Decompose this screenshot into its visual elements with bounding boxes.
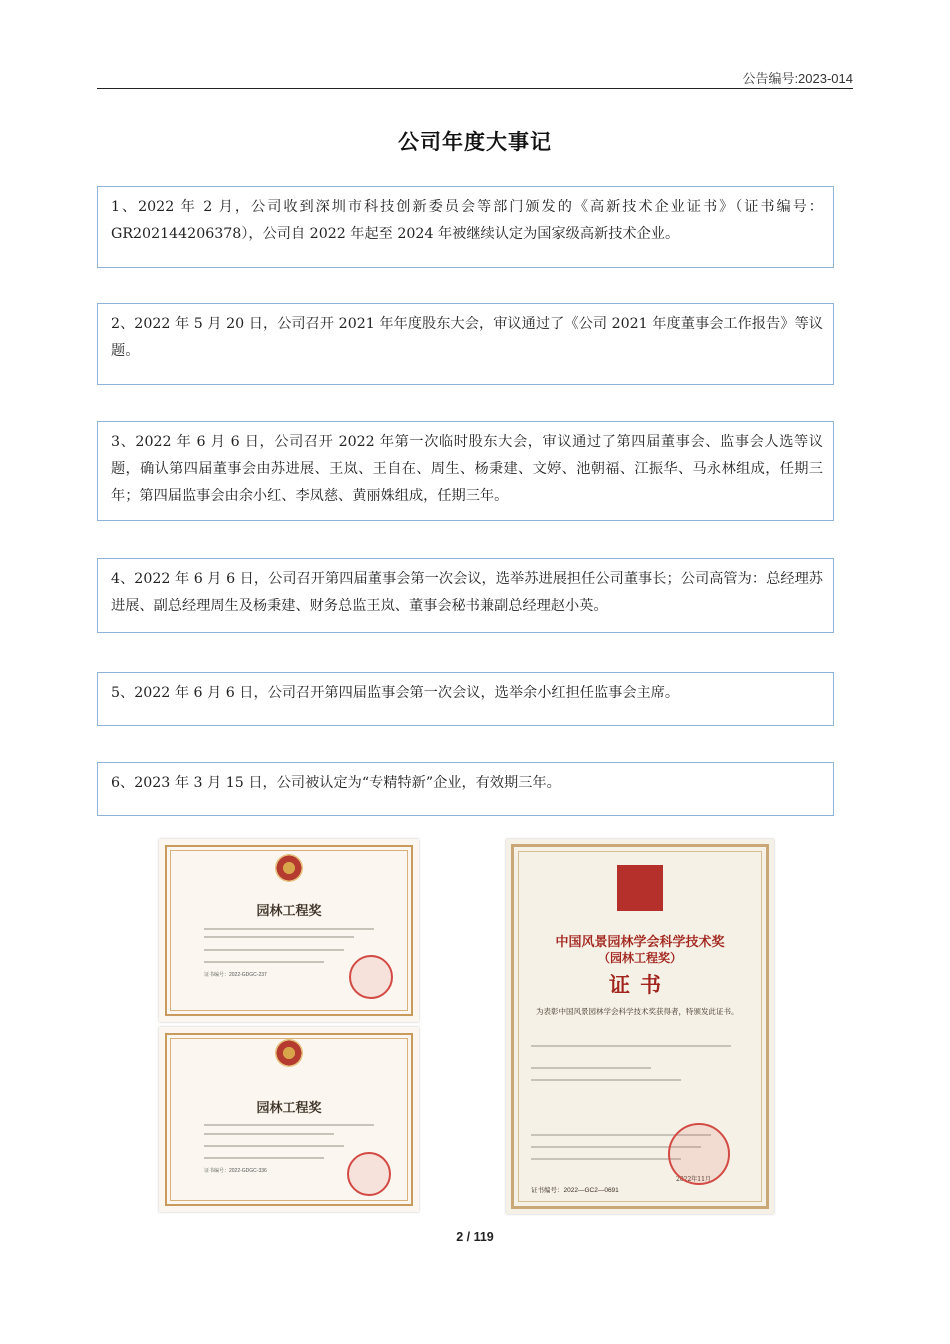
certificate-subheading: （园林工程奖） <box>597 951 682 965</box>
certificate-text-line <box>531 1079 681 1081</box>
event-box-4 <box>97 558 834 633</box>
certificate-image-left-bottom <box>159 1027 419 1212</box>
society-logo-icon <box>617 865 663 911</box>
event-box-3 <box>97 421 834 521</box>
certificate-statement: 为表彰中国风景园林学会科学技术奖获得者，特颁发此证书。 <box>536 1007 739 1016</box>
certificate-heading: 中国风景园林学会科学技术奖 <box>555 935 725 950</box>
certificate-title: 园林工程奖 <box>256 904 322 919</box>
page-number: 2 / 119 <box>456 1230 494 1244</box>
event-box-2 <box>97 303 834 385</box>
event-text: 3、2022 年 6 月 6 日，公司召开 2022 年第一次临时股东大会，审议通过了第四届董事会、监事会人选等议题，确认第四届董事会由苏进展、王岚、王自在、周生、杨秉建、文婷、池朝福、江振华、马永林组成，任期三年；第四届监事会由余小红、李凤慈、黄丽姝组成，任期三年。 <box>111 434 823 504</box>
event-box-1 <box>97 186 834 268</box>
event-text: 6、2023 年 3 月 15 日，公司被认定为“专精特新”企业，有效期三年。 <box>111 775 561 791</box>
certificate-number: 证书编号：2022—GC2—0691 <box>531 1187 619 1194</box>
certificate-text-line <box>204 1124 374 1126</box>
emblem-icon <box>275 854 303 882</box>
event-text: 5、2022 年 6 月 6 日，公司召开第四届监事会第一次会议，选举余小红担任监事会主席。 <box>111 685 680 701</box>
certificate-number: 证书编号：2022-GDGC-237 <box>204 972 267 978</box>
emblem-icon <box>275 1039 303 1067</box>
red-seal-icon <box>668 1123 730 1185</box>
certificate-text-line <box>204 961 324 963</box>
event-text: 2、2022 年 5 月 20 日，公司召开 2021 年年度股东大会，审议通过了《公司 2021 年度董事会工作报告》等议题。 <box>111 316 823 359</box>
red-seal-icon <box>349 955 393 999</box>
event-text: 4、2022 年 6 月 6 日，公司召开第四届董事会第一次会议，选举苏进展担任公司董事长；公司高管为：总经理苏进展、副总经理周生及杨秉建、财务总监王岚、董事会秘书兼副总经理赵小英。 <box>111 571 823 614</box>
event-box-5 <box>97 672 834 726</box>
header-divider <box>97 88 853 89</box>
certificate-image-left-top <box>159 839 419 1022</box>
event-box-6 <box>97 762 834 816</box>
announcement-number: 公告编号:2023-014 <box>742 71 853 86</box>
certificate-text-line <box>204 1133 334 1135</box>
certificate-text-line <box>531 1158 681 1160</box>
certificate-text-line <box>204 1157 324 1159</box>
certificate-label: 证书 <box>609 973 671 997</box>
event-text: 1、2022 年 2 月，公司收到深圳市科技创新委员会等部门颁发的《高新技术企业证书》（证书编号：GR202144206378），公司自 2022 年起至 2024 年被继续认定为国家级高新技术企业。 <box>111 199 823 242</box>
certificate-text-line <box>531 1045 731 1047</box>
certificate-text-line <box>531 1067 651 1069</box>
certificate-text-line <box>204 1145 344 1147</box>
red-seal-icon <box>347 1152 391 1196</box>
certificate-image-right <box>506 839 774 1214</box>
certificate-text-line <box>204 936 354 938</box>
certificate-title: 园林工程奖 <box>256 1101 322 1116</box>
page-title: 公司年度大事记 <box>398 130 552 154</box>
certificate-number: 证书编号：2022-GDGC-336 <box>204 1168 267 1174</box>
certificate-text-line <box>204 949 344 951</box>
certificate-date: 2022年11月 <box>676 1176 711 1183</box>
certificate-text-line <box>204 928 374 930</box>
